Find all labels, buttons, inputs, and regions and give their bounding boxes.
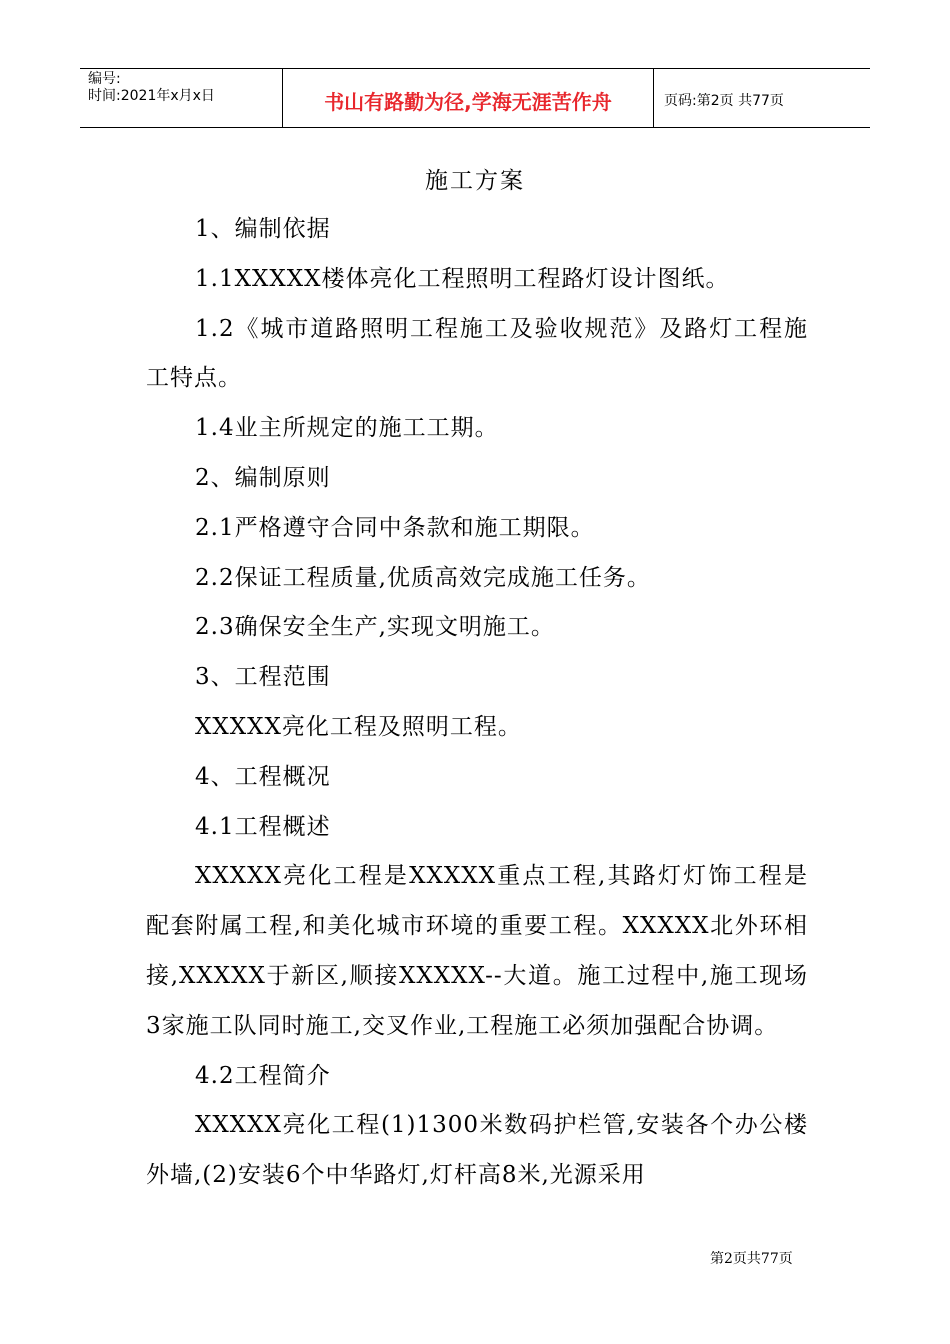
paragraph: 1.4业主所规定的施工工期。: [195, 415, 499, 442]
paragraph: 2.2保证工程质量,优质高效完成施工任务。: [195, 564, 651, 591]
paragraph: 2、编制原则: [195, 464, 331, 491]
document-date: 时间:2021年x月x日: [88, 88, 215, 104]
header-page-info: 页码:第2页 共77页: [664, 93, 784, 109]
paragraph: XXXXX亮化工程是XXXXX重点工程,其路灯灯饰工程是配套附属工程,和美化城市环境的重要工程。XXXXX北外环相接,XXXXX于新区,顺接XXXXX--大道。施工过程中,施工现场3家施工队同时施工,交叉作业,工程施工必须加强配合协调。: [146, 863, 808, 1039]
paragraph: XXXXX亮化工程(1)1300米数码护栏管,安装各个办公楼外墙,(2)安装6个中华路灯,灯杆高8米,光源采用: [146, 1112, 808, 1189]
paragraph: 1.2《城市道路照明工程施工及验收规范》及路灯工程施工特点。: [146, 315, 808, 392]
header-motto: 书山有路勤为径,学海无涯苦作舟: [282, 69, 654, 127]
paragraph: 1、编制依据: [195, 216, 331, 242]
paragraph: 1.1XXXXX楼体亮化工程照明工程路灯设计图纸。: [195, 265, 730, 292]
paragraph: XXXXX亮化工程及照明工程。: [195, 713, 522, 740]
paragraph: 3、工程范围: [195, 664, 331, 691]
page-header: [80, 68, 870, 128]
paragraph: 4、工程概况: [195, 763, 331, 790]
document-body: [146, 205, 808, 1201]
document-title: 施工方案: [425, 168, 525, 194]
page-footer: 第2页共77页: [710, 1251, 793, 1267]
paragraph: 2.3确保安全生产,实现文明施工。: [195, 614, 555, 641]
document-number-label: 编号:: [88, 71, 121, 87]
paragraph: 4.1工程概述: [195, 813, 331, 840]
header-meta: [80, 69, 282, 127]
paragraph: 2.1严格遵守合同中条款和施工期限。: [195, 514, 595, 541]
paragraph: 4.2工程简介: [195, 1062, 331, 1089]
